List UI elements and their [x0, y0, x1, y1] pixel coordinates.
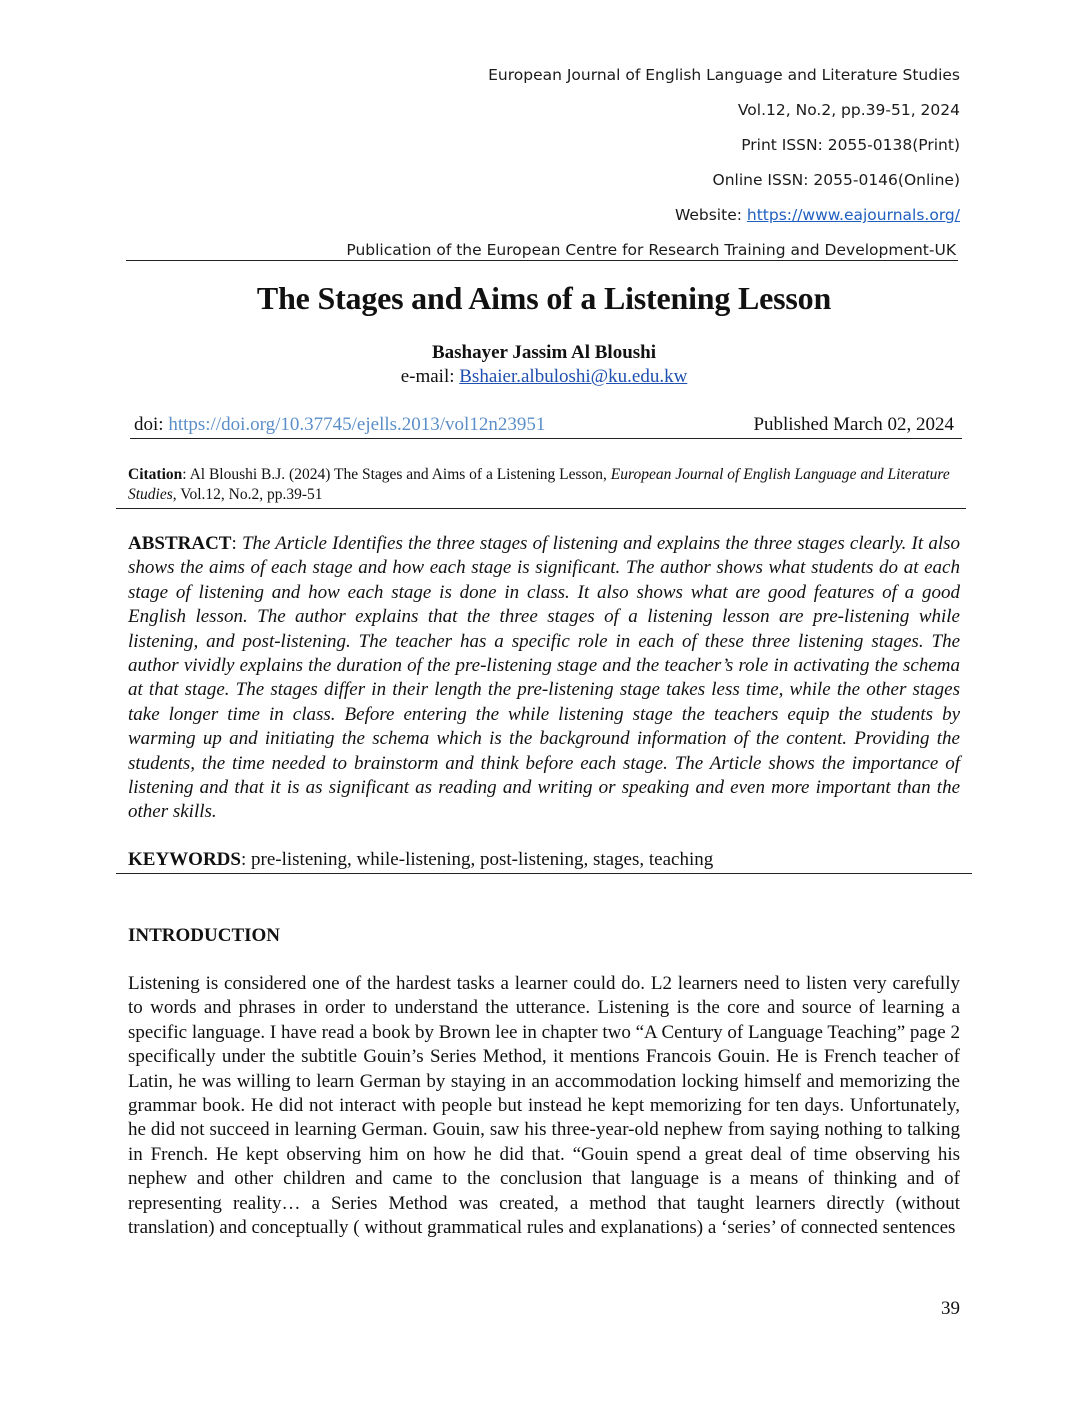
abstract-separator: : — [231, 533, 242, 554]
website-link[interactable]: https://www.eajournals.org/ — [746, 206, 960, 224]
introduction-text: Listening is considered one of the hardest tasks a learner could do. L2 learners need to listen very carefully to words and phrases in order to understand the utterance. Listening is the core and source of learning a specific language. I have read a book by Brown lee in chapter two “A Century of Language Teaching” page 2 specifically under the subtitle Gouin’s Series Method, it mentions Francois Gouin. He is French teacher of Latin, he was willing to learn German by staying in an accommodation locking himself and memorizing the grammar book. He did not interact with people but instead he kept memorizing for ten days. Unfortunately, he did not succeed in learning German. Gouin, saw his three-year-old nephew from saying nothing to talking in French. He kept observing him on how he did that. “Gouin spend a great deal of time observing his nephew and other children and came to the conclusion that language is a means of thinking and of representing reality… a Series Method was created, a method that taught learners directly (without translation) and conceptually ( without grammatical rules and explanations) a ‘series’ of connected sentences — [128, 973, 960, 1239]
online-issn: Online ISSN: 2055-0146(Online) — [712, 171, 960, 189]
abstract-text: The Article Identifies the three stages of listening and explains the three stages clearly. It also shows the aims of each stage and how each stage is significant. The author shows what students do at each stage of listening and how each stage is done in class. It also shows what are good features of a good English lesson. The author explains that the three stages of a listening lesson are pre-listening while listening, and post-listening. The teacher has a specific role in each of these three listening stages. The author vividly explains the duration of the pre-listening stage and the teacher’s role in activating the schema at that stage. The stages differ in their length the pre-listening stage takes less time, while the other stages take longer time in class. Before entering the while listening stage the teachers equip the students by warming up and initiating the schema which is the background information of the content. Providing the students, the time needed to brainstorm and think before each stage. The Article shows the importance of listening and that it is as significant as reading and writing or speaking and even more important than the other skills. — [128, 533, 960, 823]
website-line — [675, 206, 960, 224]
published-date: Published March 02, 2024 — [753, 414, 954, 435]
doi-line — [134, 414, 545, 436]
keywords-divider — [116, 873, 972, 874]
doi-label: doi: — [134, 414, 169, 435]
doi-link[interactable]: https://doi.org/10.37745/ejells.2013/vol12n23951 — [168, 414, 546, 435]
print-issn: Print ISSN: 2055-0138(Print) — [741, 136, 960, 154]
keywords-text: : pre-listening, while-listening, post-listening, stages, teaching — [240, 849, 714, 870]
citation — [128, 465, 960, 505]
author-name: Bashayer Jassim Al Bloushi — [431, 342, 656, 363]
keywords — [128, 849, 713, 871]
keywords-label: KEYWORDS — [128, 849, 241, 870]
citation-text: : Al Bloushi B.J. (2024) The Stages and Aims of a Listening Lesson, — [182, 466, 611, 483]
email-label: e-mail: — [400, 366, 460, 387]
header-divider — [126, 260, 958, 261]
citation-journal: European Journal of English Language and Literature Studies — [128, 466, 950, 503]
page-number: 39 — [941, 1298, 960, 1319]
abstract-label: ABSTRACT — [128, 533, 232, 554]
publisher-line: Publication of the European Centre for Research Training and Development-UK — [346, 241, 956, 259]
citation-divider — [116, 508, 966, 509]
website-label: Website: — [674, 206, 747, 224]
abstract — [128, 532, 960, 825]
volume-info: Vol.12, No.2, pp.39-51, 2024 — [737, 101, 960, 119]
citation-label: Citation — [128, 466, 183, 483]
journal-name: European Journal of English Language and Literature Studies — [488, 66, 960, 84]
doi-divider — [130, 438, 962, 439]
introduction-heading: INTRODUCTION — [128, 925, 281, 946]
citation-details: , Vol.12, No.2, pp.39-51 — [172, 486, 323, 503]
email-link[interactable]: Bshaier.albuloshi@ku.edu.kw — [459, 366, 688, 387]
article-title: The Stages and Aims of a Listening Lesson — [256, 280, 832, 316]
author-email-line — [0, 366, 1088, 388]
